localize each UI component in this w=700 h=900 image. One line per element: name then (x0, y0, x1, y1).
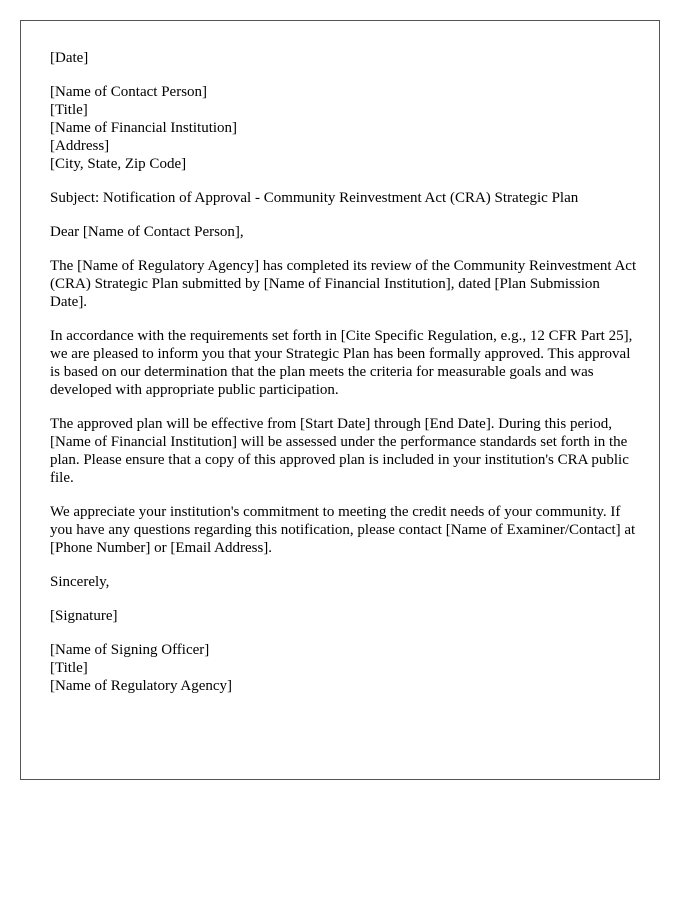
recipient-title: [Title] (50, 102, 88, 118)
recipient-address: [Address] (50, 138, 110, 154)
signer-block (50, 641, 640, 695)
letter-closing: Sincerely, (50, 574, 110, 590)
recipient-institution: [Name of Financial Institution] (50, 120, 238, 136)
body-paragraph-effective-period: The approved plan will be effective from [Start Date] through [End Date]. During this period, [Name of Financial Institution] will be assessed under the performance standards set forth in the plan. Please ensure that a copy of this approved plan is included in your institution's CRA public file. (50, 416, 629, 486)
body-paragraph-review: The [Name of Regulatory Agency] has completed its review of the Community Reinvestment Act (CRA) Strategic Plan submitted by [Name of Financial Institution], dated [Plan Submission Date]. (50, 258, 637, 310)
signer-title: [Title] (50, 660, 88, 676)
letter-body (50, 49, 640, 711)
recipient-city-state-zip: [City, State, Zip Code] (50, 156, 187, 172)
body-paragraph-contact: We appreciate your institution's commitment to meeting the credit needs of your community. If you have any questions regarding this notification, please contact [Name of Examiner/Contact] at [Phone Number] or [Email Address]. (50, 504, 636, 556)
recipient-name: [Name of Contact Person] (50, 84, 208, 100)
body-paragraph-approval: In accordance with the requirements set forth in [Cite Specific Regulation, e.g., 12 CFR Part 25], we are pleased to inform you that your Strategic Plan has been formally approved. This approval is based on our determination that the plan meets the criteria for measurable goals and was developed with appropriate public participation. (50, 328, 633, 398)
letter-subject: Subject: Notification of Approval - Community Reinvestment Act (CRA) Strategic Plan (50, 190, 579, 206)
letter-salutation: Dear [Name of Contact Person], (50, 224, 244, 240)
letter-date: [Date] (50, 50, 89, 66)
letter-signature: [Signature] (50, 608, 118, 624)
signer-agency: [Name of Regulatory Agency] (50, 678, 233, 694)
signer-name: [Name of Signing Officer] (50, 642, 210, 658)
letter-page (20, 20, 660, 780)
recipient-block (50, 83, 640, 173)
